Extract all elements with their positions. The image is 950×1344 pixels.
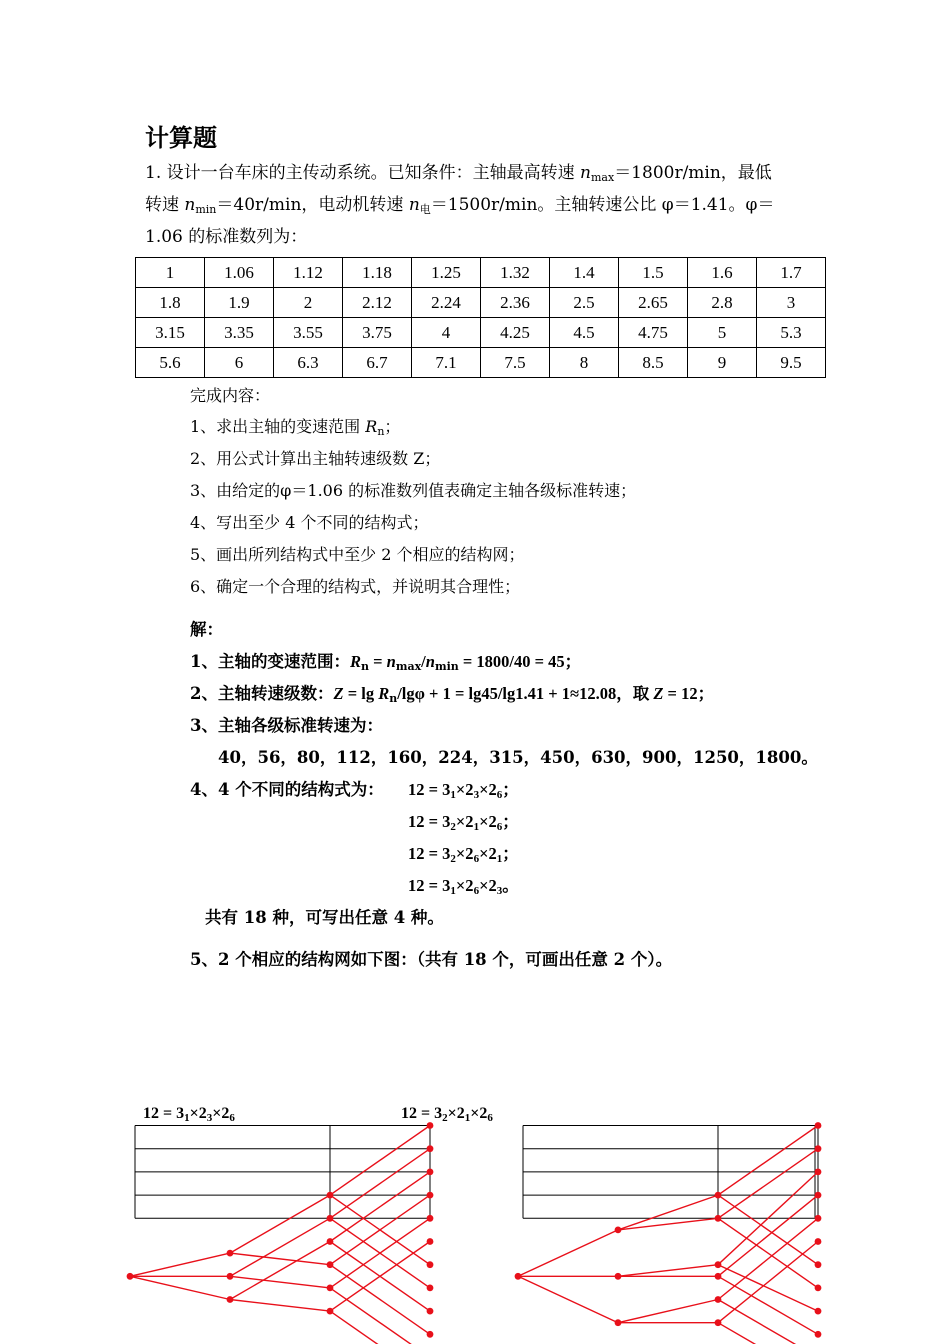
speed-node [615, 1273, 622, 1280]
speed-node [815, 1261, 822, 1268]
table-cell: 1.18 [343, 258, 412, 288]
formula-2: $12 = 3_2\times 2_1\times 2_6$； [408, 812, 519, 833]
table-cell: 5.6 [136, 348, 205, 378]
transmission-line [130, 1253, 230, 1276]
task-2: 2、用公式计算出主轴转速级数 Z； [190, 449, 441, 468]
task-3: 3、由给定的φ＝1.06 的标准数列值表确定主轴各级标准转速； [190, 481, 637, 500]
speed-node [715, 1192, 722, 1199]
solution-5: 5、2 个相应的结构网如下图：（共有 18 个，可画出任意 2 个）。 [190, 950, 673, 969]
formula-1: $12 = 3_1\times 2_3\times 2_6$； [408, 780, 519, 801]
transmission-line [718, 1126, 818, 1196]
transmission-line [330, 1172, 430, 1242]
table-cell: 2.12 [343, 288, 412, 318]
formula-count-note: 共有 18 种，可写出任意 4 种。 [205, 908, 444, 927]
table-cell: 1.7 [757, 258, 826, 288]
structure-networks [0, 1095, 950, 1344]
table-cell: 9.5 [757, 348, 826, 378]
table-cell: 1.5 [619, 258, 688, 288]
table-cell: 3.35 [205, 318, 274, 348]
speed-node [815, 1192, 822, 1199]
transmission-line [618, 1265, 718, 1277]
speed-node [427, 1238, 434, 1245]
task-6: 6、确定一个合理的结构式，并说明其合理性； [190, 577, 521, 596]
table-cell: 1 [136, 258, 205, 288]
speed-node [227, 1296, 234, 1303]
table-cell: 7.5 [481, 348, 550, 378]
speed-node [427, 1308, 434, 1315]
task-5: 5、画出所列结构式中至少 2 个相应的结构网； [190, 545, 525, 564]
speed-node [715, 1319, 722, 1326]
transmission-line [518, 1276, 618, 1322]
transmission-line [330, 1126, 430, 1196]
speed-node [815, 1308, 822, 1315]
speed-node [427, 1285, 434, 1292]
solution-4: 4、4 个不同的结构式为： [190, 780, 384, 799]
speed-node [815, 1238, 822, 1245]
problem-line-1: 1. 设计一台车床的主传动系统。已知条件：主轴最高转速 $n_{max}=1800r/\min$，最低 [145, 163, 772, 184]
speed-node [327, 1285, 334, 1292]
table-cell: 3.15 [136, 318, 205, 348]
speed-node [815, 1122, 822, 1129]
table-cell: 4.75 [619, 318, 688, 348]
table-row [136, 318, 826, 348]
table-cell: 3 [757, 288, 826, 318]
table-cell: 1.25 [412, 258, 481, 288]
transmission-line [330, 1265, 430, 1335]
transmission-line [230, 1242, 330, 1300]
transmission-line [230, 1300, 330, 1312]
solution-3: 3、主轴各级标准转速为： [190, 716, 383, 735]
speed-node [715, 1296, 722, 1303]
speed-node [815, 1285, 822, 1292]
table-cell: 2.65 [619, 288, 688, 318]
speed-node [715, 1261, 722, 1268]
table-cell: 6.3 [274, 348, 343, 378]
speed-node [427, 1169, 434, 1176]
table-cell: 4.5 [550, 318, 619, 348]
speed-node [815, 1169, 822, 1176]
solution-1: 1、主轴的变速范围：$R_n = n_{max}/n_{min} = 1800/40 = 45$； [190, 652, 582, 673]
speed-node [127, 1273, 134, 1280]
transmission-line [518, 1230, 618, 1276]
transmission-line [230, 1276, 330, 1288]
speed-node [615, 1227, 622, 1234]
page-title: 计算题 [145, 124, 217, 152]
table-cell: 9 [688, 348, 757, 378]
speed-node [327, 1215, 334, 1222]
network-1-label: $12 = 3_1\times 2_3\times 2_6$ [143, 1105, 235, 1124]
table-cell: 8.5 [619, 348, 688, 378]
structure-network-2 [515, 1122, 822, 1344]
speed-node [515, 1273, 522, 1280]
formula-3: $12 = 3_2\times 2_6\times 2_1$； [408, 844, 519, 865]
table-cell: 1.32 [481, 258, 550, 288]
speed-node [427, 1261, 434, 1268]
solution-header: 解： [190, 620, 223, 639]
table-cell: 2.5 [550, 288, 619, 318]
problem-line-3: 1.06 的标准数列为： [145, 227, 308, 247]
table-cell: 6.7 [343, 348, 412, 378]
speed-node [815, 1331, 822, 1338]
table-cell: 2.8 [688, 288, 757, 318]
structure-network-1 [127, 1122, 434, 1344]
speed-node [427, 1331, 434, 1338]
standard-speeds: 40，56，80，112，160，224，315，450，630，900，1250，1800。 [218, 748, 818, 767]
table-cell: 6 [205, 348, 274, 378]
table-cell: 2 [274, 288, 343, 318]
table-cell: 3.55 [274, 318, 343, 348]
table-cell: 1.12 [274, 258, 343, 288]
formula-4: $12 = 3_1\times 2_6\times 2_3$。 [408, 876, 519, 897]
transmission-line [230, 1253, 330, 1265]
speed-node [427, 1122, 434, 1129]
speed-node [227, 1250, 234, 1257]
speed-node [427, 1215, 434, 1222]
transmission-line [718, 1276, 818, 1334]
standard-series-table [135, 257, 826, 378]
table-cell: 5 [688, 318, 757, 348]
transmission-line [230, 1218, 330, 1276]
speed-node [327, 1238, 334, 1245]
table-row [136, 348, 826, 378]
problem-line-2: 转速 $n_{min}=40r/\min$，电动机转速 $n_电=1500r/\min$。主轴转速公比 φ＝1.41。φ＝ [145, 195, 775, 216]
speed-node [427, 1192, 434, 1199]
speed-node [427, 1145, 434, 1152]
speed-node [715, 1215, 722, 1222]
table-cell: 2.36 [481, 288, 550, 318]
network-2-label: $12 = 3_2\times 2_1\times 2_6$ [401, 1105, 493, 1124]
transmission-line [718, 1300, 818, 1344]
table-cell: 3.75 [343, 318, 412, 348]
task-4: 4、写出至少 4 个不同的结构式； [190, 513, 429, 532]
table-cell: 1.4 [550, 258, 619, 288]
speed-node [815, 1145, 822, 1152]
table-row [136, 288, 826, 318]
speed-node [327, 1192, 334, 1199]
table-cell: 2.24 [412, 288, 481, 318]
table-cell: 8 [550, 348, 619, 378]
transmission-line [330, 1288, 430, 1344]
transmission-line [618, 1300, 718, 1323]
table-cell: 4.25 [481, 318, 550, 348]
task-1: 1、求出主轴的变速范围 $R_n$； [190, 417, 401, 438]
transmission-line [230, 1195, 330, 1253]
speed-node [815, 1215, 822, 1222]
table-cell: 4 [412, 318, 481, 348]
speed-node [327, 1308, 334, 1315]
table-cell: 5.3 [757, 318, 826, 348]
speed-node [227, 1273, 234, 1280]
table-cell: 7.1 [412, 348, 481, 378]
speed-node [327, 1261, 334, 1268]
table-cell: 1.06 [205, 258, 274, 288]
table-cell: 1.6 [688, 258, 757, 288]
solution-2: 2、主轴转速级数：$Z = \lg R_n$/lgφ + 1 = lg45/lg1.41 + 1≈12.08，取 Z = 12； [190, 684, 715, 705]
tasks-header: 完成内容： [190, 386, 271, 405]
transmission-line [330, 1149, 430, 1219]
table-cell: 1.8 [136, 288, 205, 318]
transmission-line [130, 1276, 230, 1299]
transmission-line [330, 1311, 430, 1344]
table-row [136, 258, 826, 288]
speed-node [715, 1273, 722, 1280]
speed-node [615, 1319, 622, 1326]
table-cell: 1.9 [205, 288, 274, 318]
